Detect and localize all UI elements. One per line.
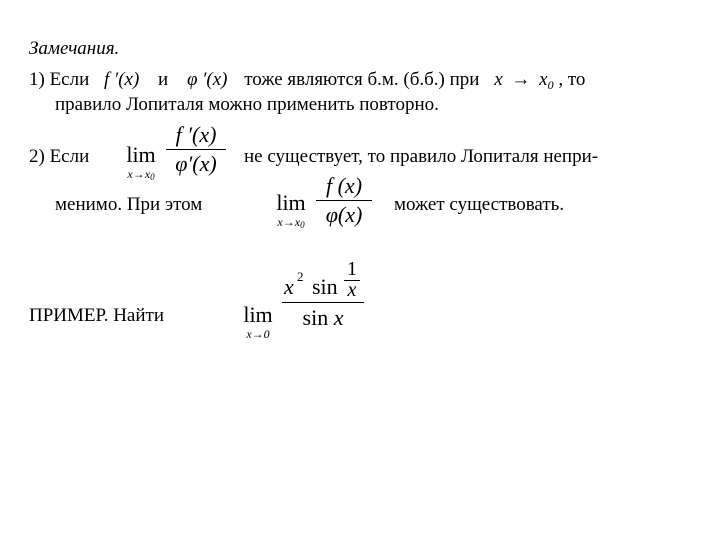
lim-subscript: x→x0 — [127, 167, 155, 182]
heading: Замечания. — [29, 38, 120, 59]
remark1-prefix: 1) Если — [29, 69, 90, 90]
fraction2-denominator: φ(x) — [325, 202, 363, 227]
example-fraction-bar — [282, 302, 364, 303]
remark2-lim-block — [118, 143, 164, 184]
remark2-lim2-block — [267, 191, 315, 232]
fraction-numerator: f ′(x) — [175, 122, 217, 147]
remark2-text2: может существовать. — [394, 194, 565, 215]
example-numerator — [282, 258, 364, 302]
fraction2-numerator: f (x) — [325, 173, 363, 198]
remark2-line2-prefix: менимо. При этом — [55, 194, 203, 215]
remark1-line2: правило Лопиталя можно применить повторно. — [55, 94, 439, 115]
example-lim-subscript: x→0 — [246, 327, 270, 341]
remark2-fraction2 — [316, 173, 372, 228]
example-fraction — [282, 258, 364, 331]
f-prime: f ′(x) — [104, 69, 140, 90]
remark1-line1 — [29, 69, 585, 96]
remark1-tail: , то — [558, 69, 586, 90]
lim-word: lim — [126, 142, 156, 167]
remark1-mid: тоже являются б.м. (б.б.) при — [244, 69, 480, 90]
example-denominator: sin x — [302, 305, 344, 330]
arrow-symbol: → — [511, 69, 531, 90]
example-label: ПРИМЕР. Найти — [29, 305, 164, 326]
x0-sub: 0 — [547, 78, 554, 92]
num-sin: sin — [312, 274, 338, 299]
num-x: x — [284, 274, 294, 299]
phi-prime: φ ′(x) — [186, 69, 228, 90]
example-lim-word: lim — [243, 302, 273, 327]
fraction-bar — [166, 149, 226, 150]
lim2-word: lim — [276, 190, 306, 215]
x0-base: x — [539, 69, 548, 90]
example-lim-block — [236, 303, 280, 341]
remark2-fraction — [166, 122, 226, 177]
remark2-prefix: 2) Если — [29, 146, 90, 167]
num-exp: 2 — [297, 269, 304, 284]
lim2-subscript: x→x0 — [277, 215, 305, 230]
remark2-text1: не существует, то правило Лопиталя непри- — [244, 146, 599, 167]
inner-x: x — [347, 279, 357, 301]
fraction-denominator: φ′(x) — [175, 151, 217, 176]
var-x: x — [494, 69, 503, 90]
and-word: и — [158, 69, 169, 90]
inner-one: 1 — [347, 258, 357, 280]
inner-fraction — [344, 258, 360, 299]
fraction2-bar — [316, 200, 372, 201]
